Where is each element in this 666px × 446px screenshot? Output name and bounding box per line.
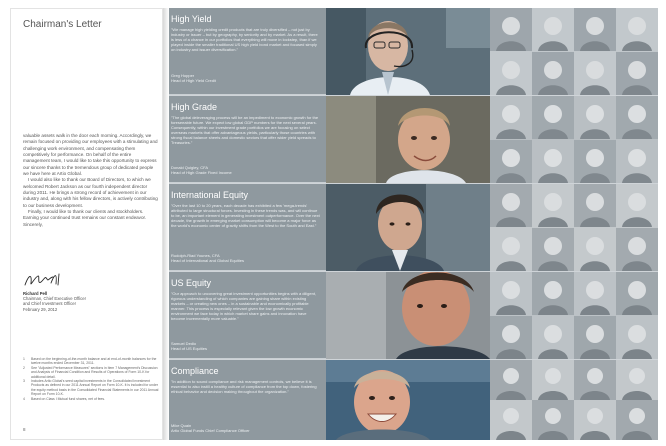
section-author <box>171 166 321 176</box>
section-compliance <box>163 360 326 440</box>
author-role: Head of US Equities <box>171 345 208 351</box>
right-page <box>163 8 658 440</box>
section-high-grade <box>163 96 326 183</box>
author-name: Rudolph-Riad Younes, CFA <box>171 253 220 258</box>
section-quote: "Our approach to uncovering great investment opportunities begins with a diligent, rigorous understanding of which companies are gaining share within existing markets – or creating new ones – in a sustainable and economically profitable manner. This process is especially relevant given the low growth economic environment we face today in which market share gains and innovation have become incrementally more valuable." <box>171 291 317 321</box>
author-name: Mike Quain <box>171 423 192 428</box>
portrait-photo-international-equity <box>326 184 490 271</box>
section-title: High Yield <box>171 14 212 24</box>
signer-role: and Chief Investment Officer <box>23 301 76 307</box>
section-international-equity <box>163 184 326 271</box>
section-author <box>171 254 321 264</box>
left-page <box>10 8 163 440</box>
signer-role: Chairman, Chief Executive Officer <box>23 296 86 302</box>
letter-paragraph: valuable assets walk in the door each morning. Accordingly, we remain focused on providing our employees with a stimulating and challenging work environment, and compensating them competitively for performance. On behalf of the entire management team, I would like to take this opportunity to express our sincere thanks to the tremendous group of dedicated people we have here at Artio Global. <box>23 133 158 177</box>
portrait-photo-high-yield <box>326 8 490 95</box>
footnote: 4 Based on Class I Mutual fund shares, net of fees. <box>23 396 106 401</box>
signature-image <box>23 271 83 289</box>
signer-name: Richard Pell <box>23 291 48 296</box>
author-name: Donald Quigley, CFA <box>171 165 209 170</box>
section-quote: "Over the last 10 to 20 years, each decade has exhibited a few 'mega-trends' attributed to large structural forces. Investing in these trends was, and will continue to be, an important element in generating investment outperformance. Over the next decade, the growth in emerging market consumption will become a major force as the world's economic center of gravity shifts from the West to the South and East." <box>171 203 320 228</box>
portrait-photo-high-grade <box>326 96 490 183</box>
letter-paragraph: I would also like to thank our Board of Directors, to which we welcomed Robert Jackson as our fourth independent director during 2011. He brings a strong record of achievement in our industry and, along with his fellow directors, is actively contributing to our business development. <box>23 177 158 208</box>
portrait-photo-compliance <box>326 360 490 440</box>
spine-shadow <box>163 8 169 440</box>
page-number: 8 <box>23 427 26 432</box>
letter-paragraph: Finally, I would like to thank our clients and stockholders. Earning your continued trust remains our constant endeavor. <box>23 209 147 221</box>
section-title: High Grade <box>171 102 218 112</box>
staff-photo-grid-5 <box>490 360 658 440</box>
section-quote: "We manage high yielding credit products that are truly diversified – not just by industry or issuer – but by geography, by seniority and by market. As a result, there is less of a chance in our portfolios that everything will move in lockstep, than if we played inside the smaller traditional US high yield bond market and focused simply on industry and issuer diversification." <box>171 27 318 52</box>
section-title: Compliance <box>171 366 219 376</box>
section-high-yield <box>163 8 326 95</box>
staff-photo-grid-3 <box>490 184 658 271</box>
section-author <box>171 342 321 352</box>
signer-block <box>23 291 159 312</box>
staff-photo-grid-4 <box>490 272 658 359</box>
section-author <box>171 424 321 434</box>
section-quote: "In addition to sound compliance and risk management controls, we believe it is essential to also instill a healthy culture of compliance from the top down, fostering ethical behavior and decision making throughout the organization." <box>171 379 317 394</box>
footnote: 3 Includes Artio Global's seed capital investments in the Consolidated Investment Products as defined in our 2011 Annual Report on Form 10-K. It is included for under the equity method basis in the Consolidated Financial Statements in our 2011 Annual Report on Form 10-K. <box>23 379 159 397</box>
section-us-equity <box>163 272 326 359</box>
section-author <box>171 74 321 84</box>
section-quote: "The global deleveraging process will be an impediment to economic growth for the foreseeable future. We expect low global GDP numbers for the next several years. Consequently, within our investment grade portfolios we are focusing on select overseas markets that offer advantageous yields, particularly those countries with strong fiscal balance sheets and domestic sectors that offer wider yield spreads to Treasuries." <box>171 115 319 145</box>
letter-closing: Sincerely, <box>23 221 43 227</box>
page-title: Chairman's Letter <box>23 19 102 30</box>
staff-photo-grid-1 <box>490 8 658 95</box>
section-title: International Equity <box>171 190 249 200</box>
staff-photo-grid-2 <box>490 96 658 183</box>
footnote: 2 See "Adjusted Performance Measures" sections in Item 7 Management's Discussion and Analysis of Financial Condition and Results of Operations of Form 10-K for additional detail. <box>23 365 158 379</box>
section-title: US Equity <box>171 278 212 288</box>
author-name: Greg Hopper <box>171 73 195 78</box>
letter-body <box>23 133 159 228</box>
author-role: Head of International and Global Equities <box>171 257 244 263</box>
portrait-photo-us-equity <box>326 272 490 359</box>
footnote: 1 Based on the beginning-of-the-month balance and at end-of-month balances for the twelve months ended December 31, 2011. <box>23 357 157 366</box>
author-role: Head of High Grade Fixed Income <box>171 169 232 175</box>
signer-date: February 29, 2012 <box>23 306 58 312</box>
footnotes <box>23 357 159 401</box>
author-role: Head of High Yield Credit <box>171 77 216 83</box>
author-role: Artio Global Funds Chief Compliance Officer <box>171 427 250 433</box>
author-name: Samuel Dedio <box>171 341 197 346</box>
